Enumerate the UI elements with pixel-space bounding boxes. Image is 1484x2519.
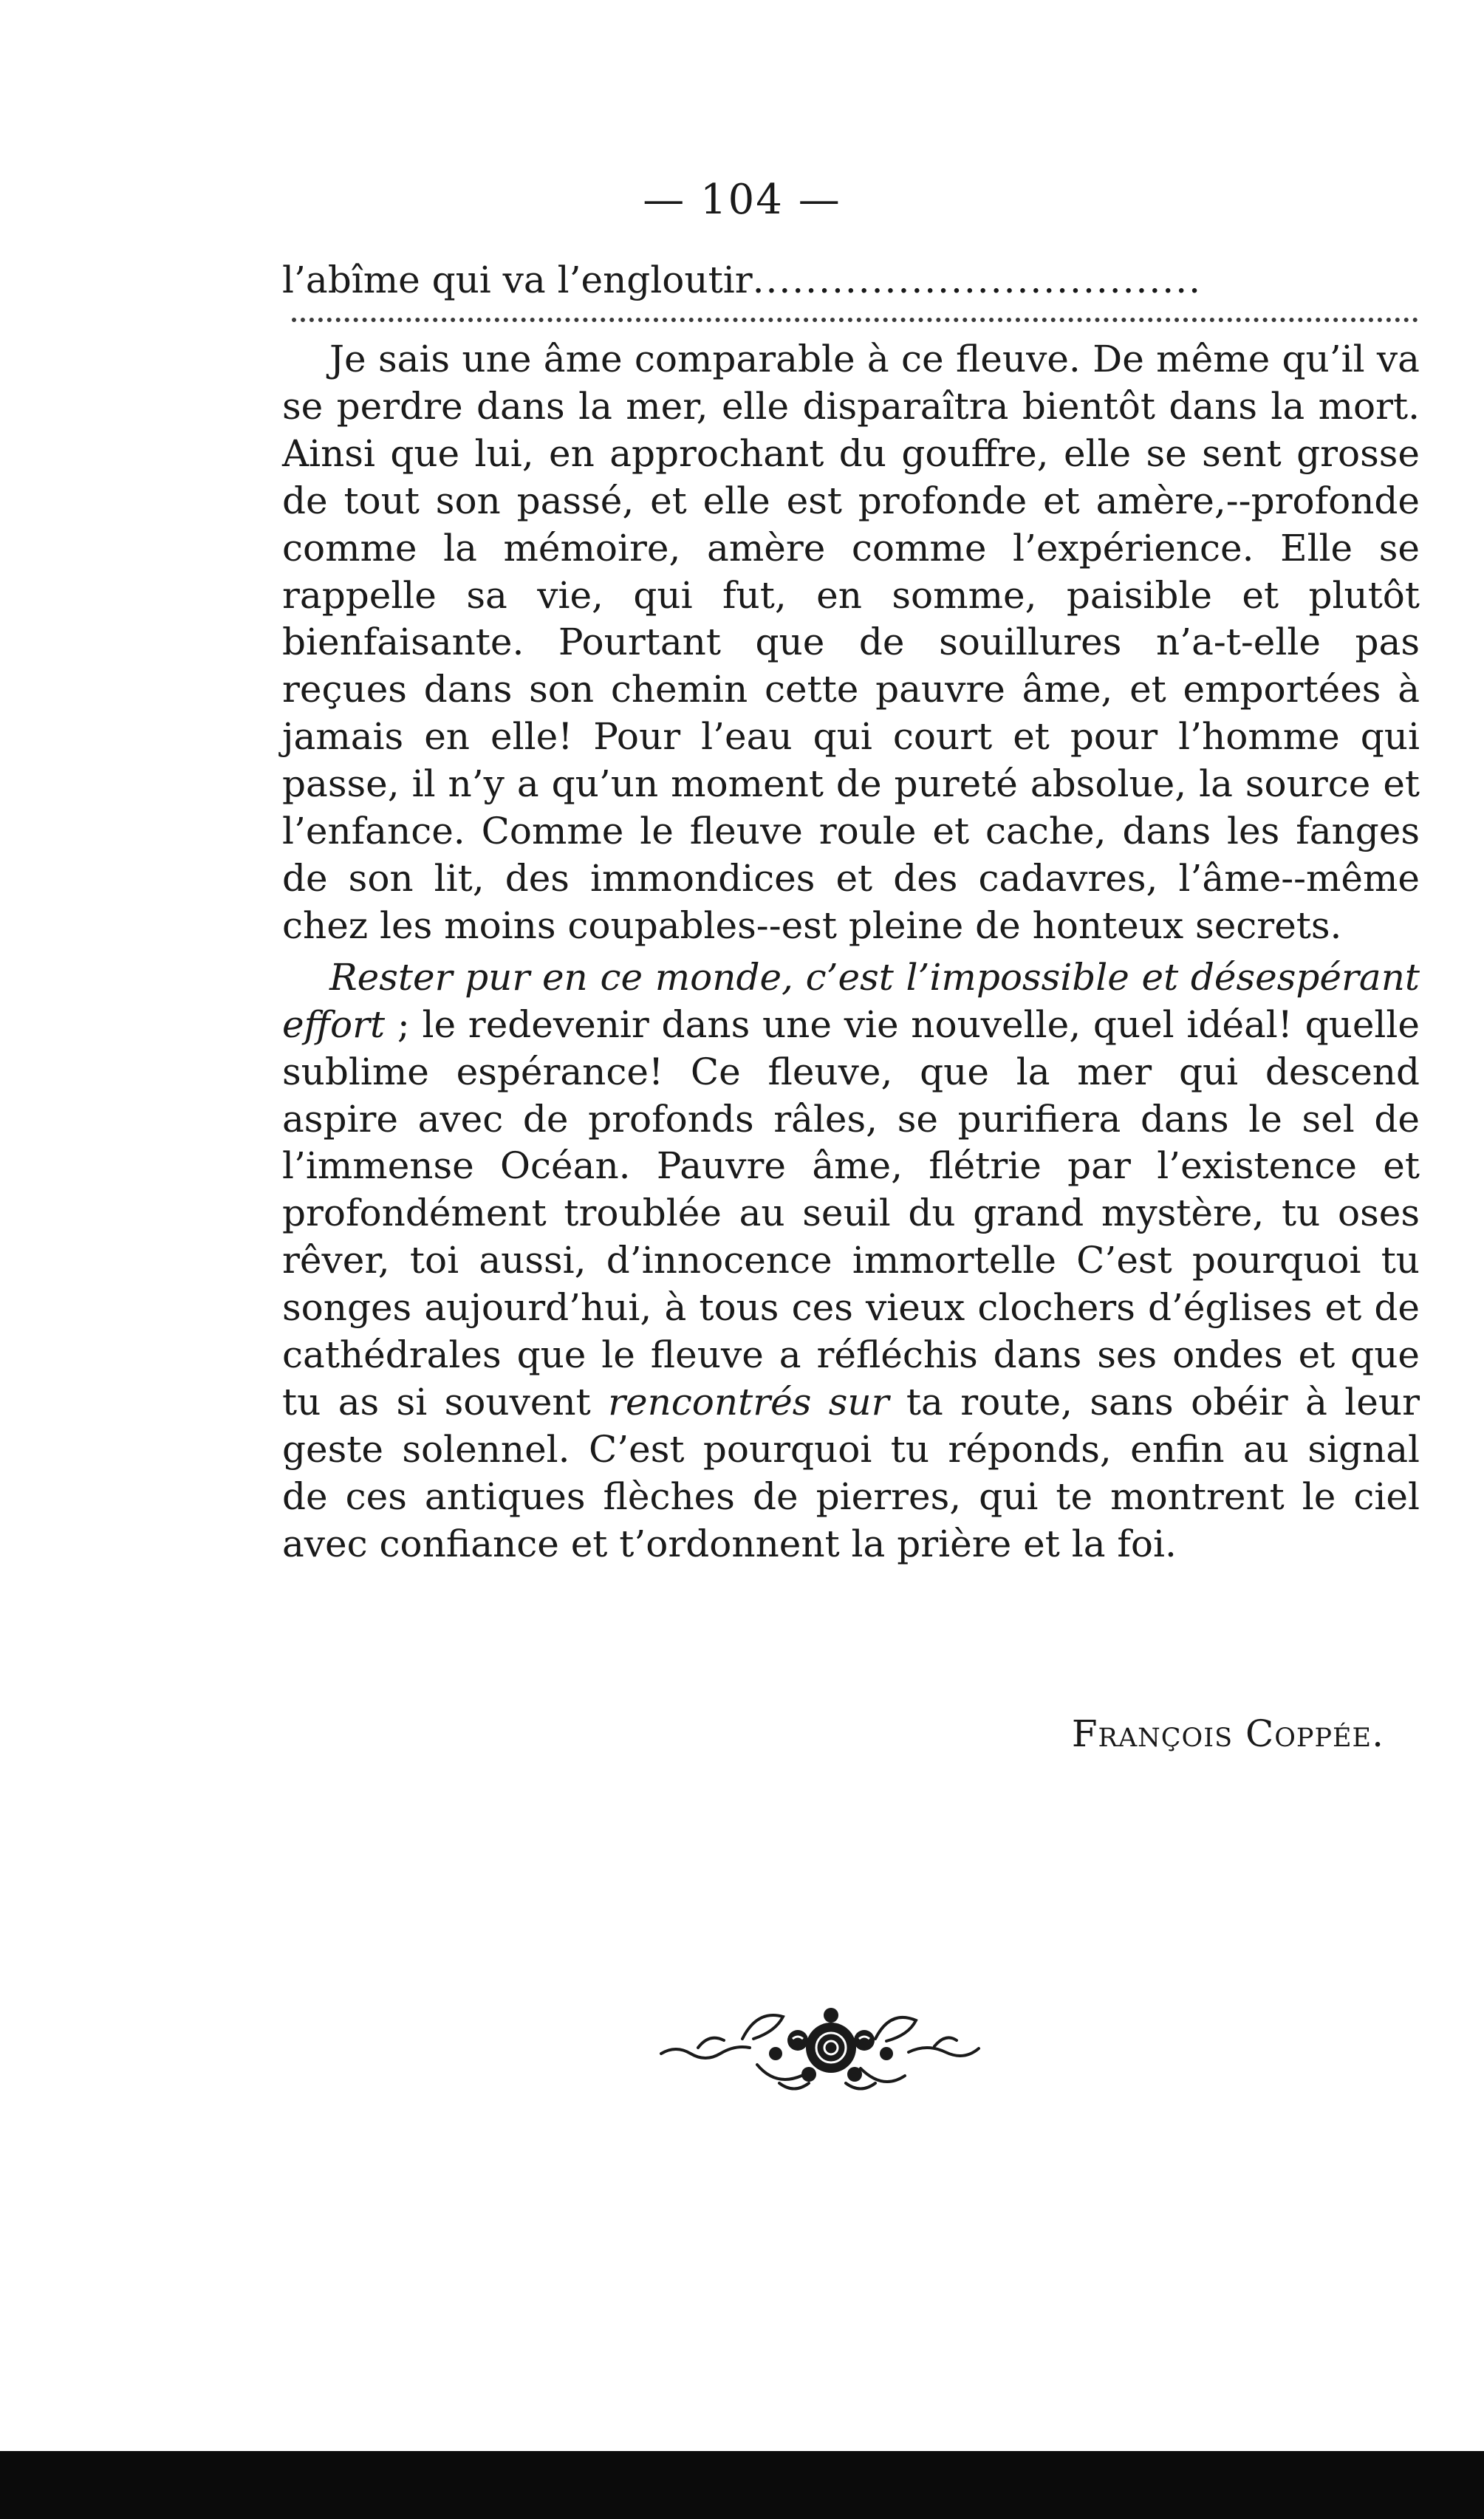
body-text [282,336,1420,1568]
floral-vignette-icon [654,1995,1008,2105]
paragraph-2-italic-opening: Rester pur en ce monde, c’est l’impossible et désespérant effort [282,955,1420,1046]
paragraph-2-italic-phrase: rencontrés sur [608,1380,889,1423]
opening-line-dots: .................................. [752,259,1202,301]
opening-line [282,257,1420,304]
paragraph-2-text-b: ta route, sans obéir à leur geste solennel. C’est pourquoi tu réponds, enfin au signal de ces antiques flèches de pierres, qui te montrent le ciel avec confiance et t’ordonnent la prière et la foi. [282,1380,1420,1565]
opening-line-text: l’abîme qui va l’engloutir [282,259,753,301]
paragraph-2-text-a: ; le redevenir dans une vie nouvelle, quel idéal! quelle sublime espérance! Ce fleuve, que la mer qui descend aspire avec de profonds râles, se purifiera dans le sel de l’immense Océan. Pauvre âme, flétrie par l’existence et profondément troublée au seuil du grand mystère, tu oses rêver, toi aussi, d’innocence immortelle C’est pourquoi tu songes aujourd’hui, à tous ces vieux clochers d’églises et de cathédrales que le fleuve a réfléchis dans ses ondes et que tu as si souvent [282,1002,1420,1423]
paragraph-2 [282,954,1420,1568]
scan-edge-band [0,2451,1484,2519]
dotted-separator [292,318,1418,322]
page-number: — 104 — [643,176,841,224]
paragraph-1: Je sais une âme comparable à ce fleuve. De même qu’il va se perdre dans la mer, elle disparaîtra bientôt dans la mort. Ainsi que lui, en approchant du gouffre, elle se sent grosse de tout son passé, et elle est profonde et amère,--profonde comme la mémoire, amère comme l’expérience. Elle se rappelle sa vie, qui fut, en somme, paisible et plutôt bienfaisante. Pourtant que de souillures n’a-t-elle pas reçues dans son chemin cette pauvre âme, et emportées à jamais en elle! Pour l’eau qui court et pour l’homme qui passe, il n’y a qu’un moment de pureté absolue, la source et l’enfance. Comme le fleuve roule et cache, dans les fanges de son lit, des immondices et des cadavres, l’âme--même chez les moins coupables--est pleine de honteux secrets. [282,338,1420,947]
author-signature: François Coppée. [1071,1712,1384,1755]
